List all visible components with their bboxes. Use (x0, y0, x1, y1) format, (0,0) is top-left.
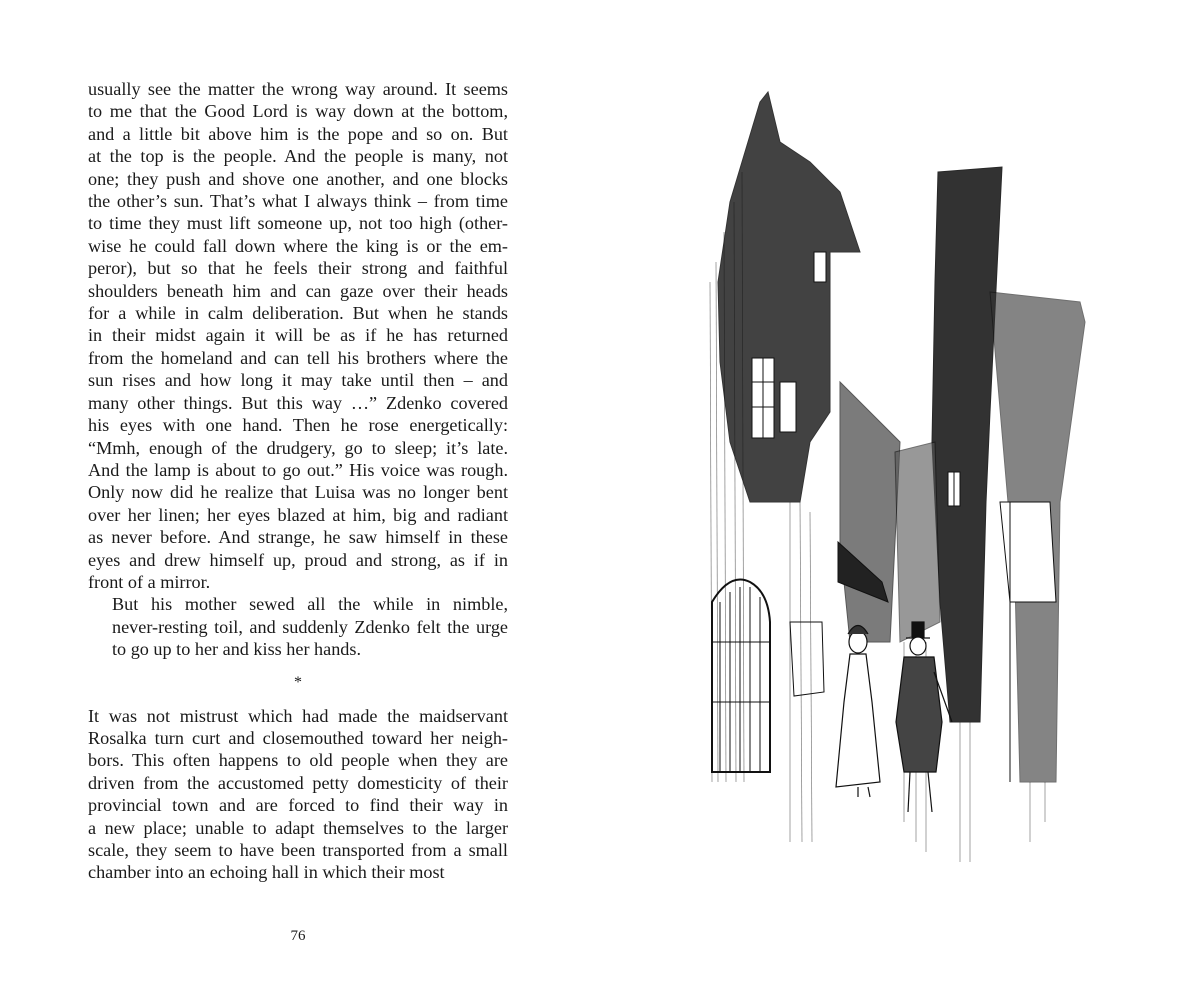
text-line: chamber into an echoing hall in which their most (88, 862, 445, 883)
text-line: to time they must lift someone up, not too high (other- (88, 213, 508, 234)
text-line: the other’s sun. That’s what I always think – from time (88, 191, 508, 212)
text-line: one; they push and shove one another, and one blocks (88, 168, 508, 189)
body-text (88, 78, 508, 884)
page-number: 76 (290, 928, 306, 944)
left-page (88, 78, 508, 884)
text-line: It was not mistrust which had made the maidservant (88, 705, 508, 726)
text-line: at the top is the people. And the people is many, not (88, 146, 508, 167)
woman-figure (836, 626, 880, 798)
center-tower (932, 167, 1002, 722)
section-break: * (294, 673, 302, 691)
text-line: from the homeland and can tell his brothers where the (88, 347, 508, 368)
text-line: sun rises and how long it may take until then – and (88, 370, 508, 391)
text-line: driven from the accustomed petty domesticity of their (88, 772, 508, 793)
text-line: and a little bit above him is the pope and so on. But (88, 123, 508, 144)
window (814, 252, 826, 282)
text-line: his eyes with one hand. Then he rose energetically: (88, 415, 508, 436)
text-line: Rosalka turn curt and closemouthed toward her neigh- (88, 727, 508, 748)
text-line: over her linen; her eyes blazed at him, big and radiant (88, 504, 508, 525)
window (780, 382, 796, 432)
text-line: in their midst again it will be as if he has returned (88, 325, 508, 346)
left-building (718, 92, 860, 502)
arched-door (712, 580, 770, 773)
text-line: shoulders beneath him and can gaze over their heads (88, 280, 508, 301)
paragraph-1 (88, 78, 508, 593)
text-line: never-resting toil, and suddenly Zdenko felt the urge (112, 616, 508, 637)
text-line: scale, they seem to have been transported from a small (88, 840, 508, 860)
paragraph-3 (88, 705, 508, 884)
paragraph-2 (88, 593, 508, 660)
text-line: many other things. But this way …” Zdenko covered (88, 392, 508, 413)
text-line: a new place; unable to adapt themselves to the larger (88, 817, 508, 838)
text-line: peror), but so that he feels their strong and faithful (88, 258, 508, 279)
text-line: But his mother sewed all the while in nimble, (112, 594, 508, 615)
text-line: wise he could fall down where the king is or the em- (88, 235, 508, 256)
shutter (790, 622, 824, 696)
street-illustration (690, 82, 1100, 882)
text-line: provincial town and are forced to find their way in (88, 795, 508, 816)
text-line: And the lamp is about to go out.” His voice was rough. (88, 459, 508, 480)
text-line: bors. This often happens to old people when they are (88, 750, 508, 771)
text-line: Only now did he realize that Luisa was no longer bent (88, 482, 508, 503)
text-line: for a while in calm deliberation. But when he stands (88, 303, 508, 324)
text-line: front of a mirror. (88, 571, 211, 592)
text-line: as never before. And strange, he saw himself in these (88, 527, 508, 548)
text-line: to me that the Good Lord is way down at the bottom, (88, 101, 508, 122)
text-line: usually see the matter the wrong way around. It seems (88, 79, 508, 99)
text-line: to go up to her and kiss her hands. (112, 639, 362, 660)
text-line: “Mmh, enough of the drudgery, go to sleep; it’s late. (88, 437, 508, 458)
text-line: eyes and drew himself up, proud and strong, as if in (88, 549, 508, 570)
middle-house (840, 382, 900, 642)
middle-house (895, 442, 940, 642)
